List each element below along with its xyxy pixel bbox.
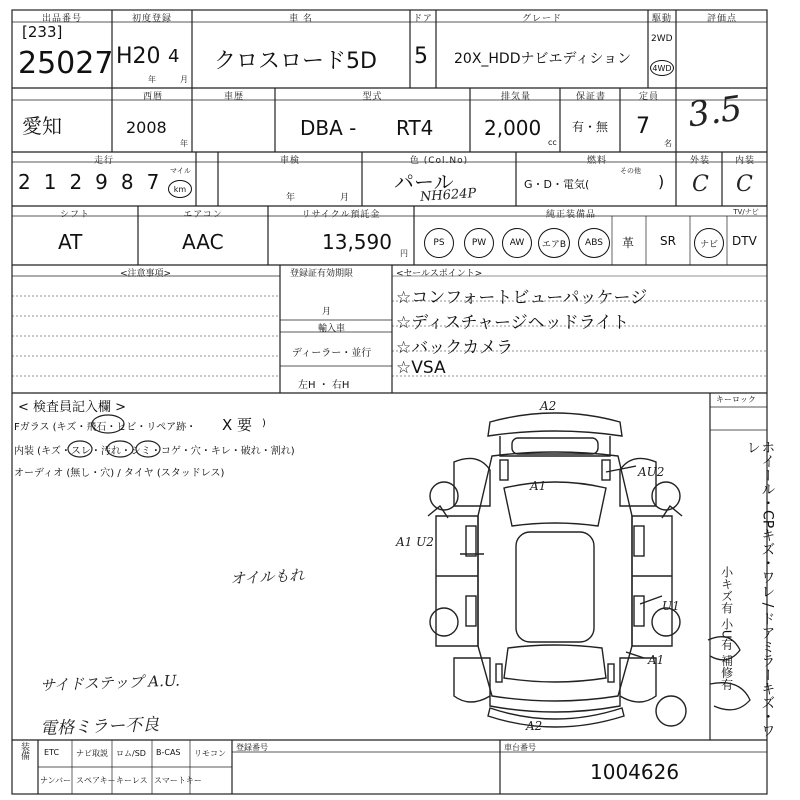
reg-number-label: 登録番号 — [236, 743, 268, 752]
doors-value: 5 — [414, 44, 428, 69]
notes-label: <注意事項> — [120, 269, 172, 279]
interior-label: 内装 — [734, 156, 755, 166]
mark-front-right-fender: AU2 — [638, 465, 665, 479]
fuel-close-paren: ) — [658, 172, 665, 191]
equip-ps: PS — [424, 228, 454, 258]
aircon-label: エアコン — [183, 210, 223, 220]
drive-label: 駆動 — [651, 14, 672, 24]
equip-pw: PW — [464, 228, 494, 258]
mark-rear-bumper: A2 — [526, 719, 543, 733]
equip-sr: SR — [660, 234, 676, 248]
color-code: NH624P — [419, 186, 477, 205]
sales-point-4: ☆VSA — [396, 358, 446, 378]
glass-mark: X 要 — [222, 416, 253, 434]
grade-label: グレード — [521, 14, 562, 24]
warranty-value: 有・無 — [572, 120, 609, 134]
equip-airbag: エアB — [538, 228, 570, 258]
warranty-label: 保証書 — [575, 92, 606, 102]
lot-number-bracket: [233] — [22, 23, 63, 41]
first-reg-month: 4 — [168, 46, 180, 67]
seats-label: 定員 — [638, 92, 659, 102]
footer-navi-manual: ナビ取説 — [76, 749, 108, 758]
glass-line: Fガラス (キズ・飛石・ヒビ・リペア跡・ — [14, 422, 197, 433]
equip-aw: AW — [502, 228, 532, 258]
color-label: 色 (Col.No) — [409, 156, 469, 166]
footer-rom-sd: ロム/SD — [116, 749, 146, 758]
fuel-label: 燃料 — [586, 156, 607, 166]
tv-nav-label: TV/ナビ — [733, 208, 759, 216]
equip-leather: 革 — [622, 236, 635, 250]
footer-equipment-label: 装備 — [19, 742, 29, 760]
model-code: RT4 — [396, 116, 434, 140]
lot-number: 25027 — [18, 46, 114, 81]
mile-label: マイル — [170, 167, 191, 175]
inspector-hand-circles — [0, 400, 300, 470]
equip-abs: ABS — [578, 228, 610, 258]
side-label-main: ホイール・CPキズ・ワレ / ドアミラーキズ・ワレ — [744, 440, 776, 738]
sales-point-3: ☆バックカメラ — [396, 338, 514, 358]
equip-navi: ナビ — [694, 228, 724, 258]
registration-label: 登録証有効期限 — [290, 269, 354, 279]
footer-keyless: キーレス — [116, 776, 148, 785]
lot-label: 出品番号 — [41, 14, 82, 24]
recycle-value: 13,590 — [322, 230, 392, 254]
shaken-month-unit: 月 — [340, 193, 350, 203]
mark-left-door: A1 U2 — [396, 535, 434, 549]
month-unit: 月 — [180, 75, 188, 84]
doors-label: ドア — [413, 14, 433, 24]
sales-point-1: ☆コンフォートビューパッケージ — [396, 288, 648, 308]
car-damage-diagram — [396, 396, 710, 736]
score-value: 3.5 — [685, 88, 745, 136]
hand-note-oil: オイルもれ — [229, 566, 305, 588]
equip-dtv: DTV — [732, 234, 757, 248]
first-reg-label: 初度登録 — [131, 14, 172, 24]
seats-value: 7 — [636, 114, 650, 139]
shaken-year-unit: 年 — [286, 193, 296, 203]
chassis-number: 1004626 — [590, 760, 680, 784]
km-circled: km — [168, 180, 192, 198]
footer-bcas: B-CAS — [156, 748, 181, 757]
cc-unit: cc — [548, 138, 557, 147]
exterior-label: 外装 — [689, 156, 710, 166]
mark-right-rear-fender: A1 — [648, 653, 665, 667]
chassis-label: 車台番号 — [504, 743, 536, 752]
fuel-options: G・D・電気( — [524, 178, 590, 191]
seats-unit: 名 — [664, 139, 672, 148]
mark-right-rear-door: U1 — [662, 599, 680, 613]
grade-value: 20X_HDDナビエディション — [454, 51, 632, 67]
equipment-label: 純正装備品 — [545, 210, 596, 220]
interior-line: 内装 (キズ・スレ・汚れ・シミ・コゲ・穴・キレ・破れ・割れ) — [14, 446, 295, 457]
sales-label: <セールスポイント> — [396, 269, 483, 279]
year-label: 西暦 — [142, 92, 163, 102]
model-year: 2008 — [126, 118, 167, 137]
score-label: 評価点 — [706, 14, 737, 24]
import-label: 輸入車 — [318, 324, 346, 334]
recycle-label: リサイクル預託金 — [301, 210, 381, 220]
mark-hood: A1 — [530, 479, 547, 493]
exterior-value: C — [692, 172, 709, 197]
lock-label: キーロック — [716, 395, 756, 404]
interior-value: C — [736, 172, 753, 197]
model-year-unit: 年 — [180, 139, 188, 148]
drive-4wd-circled: 4WD — [650, 60, 674, 76]
fuel-other: その他 — [620, 167, 641, 175]
shaken-label: 車検 — [279, 156, 300, 166]
car-name: クロスロード5D — [214, 49, 377, 74]
model-prefix: DBA - — [300, 116, 357, 140]
aircon-value: AAC — [182, 230, 224, 254]
hand-note-mirror: 電格ミラー不良 — [39, 714, 160, 740]
mark-front-bumper: A2 — [540, 399, 557, 413]
mileage-label: 走行 — [93, 156, 114, 166]
footer-spare-key: スペアキー — [76, 776, 116, 785]
displacement-value: 2,000 — [484, 116, 542, 140]
footer-smart-key: スマートキー — [154, 776, 202, 785]
audio-line: オーディオ (無し・穴) / タイヤ (スタッドレス) — [14, 468, 225, 479]
inspector-title: < 検査員記入欄 > — [18, 400, 127, 415]
sales-point-2: ☆ディスチャージヘッドライト — [396, 313, 630, 333]
vehicle-history-label: 車歴 — [223, 92, 244, 102]
footer-etc: ETC — [44, 748, 60, 757]
steering-value: 左H ・ 右H — [298, 380, 350, 391]
side-hand-circles — [700, 620, 770, 740]
drive-2wd: 2WD — [651, 34, 673, 44]
side-label-small: 小キズ有 小U有 補修有 — [719, 566, 734, 691]
footer-number: ナンバー — [40, 776, 72, 785]
displacement-label: 排気量 — [500, 92, 531, 102]
color-value: パール — [394, 170, 454, 194]
region: 愛知 — [22, 114, 62, 138]
glass-close: ) — [262, 418, 266, 429]
shift-label: シフト — [59, 210, 90, 220]
mileage-value: 212987 — [18, 170, 173, 194]
registration-month: 月 — [322, 307, 332, 317]
year-unit: 年 — [148, 75, 156, 84]
first-reg-year: H20 — [116, 44, 161, 69]
footer-remote: リモコン — [194, 749, 226, 758]
shift-value: AT — [58, 230, 83, 254]
model-label: 型式 — [362, 92, 383, 102]
yen-unit: 円 — [400, 249, 408, 258]
import-value: ディーラー・並行 — [292, 348, 372, 359]
car-name-label: 車 名 — [289, 14, 313, 24]
hand-note-step: サイドステップ A.U. — [39, 671, 181, 695]
